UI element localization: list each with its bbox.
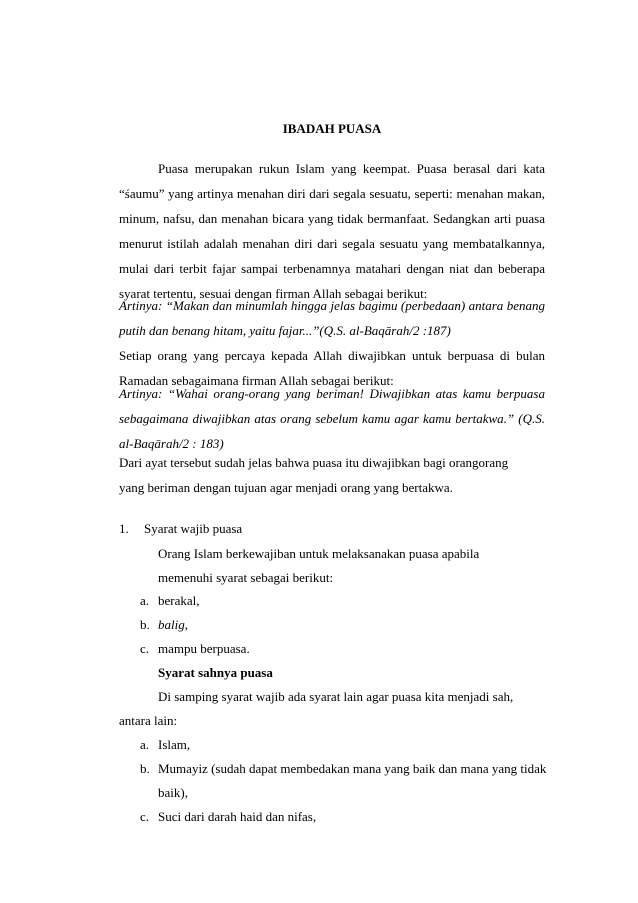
- intro-line-2: [119, 186, 545, 202]
- page-title: IBADAH PUASA: [282, 121, 382, 136]
- para2-line-1: Setiap orang yang percaya kepada Allah diwajibkan untuk berpuasa di bulan: [119, 348, 545, 363]
- section1-intro-line-1: Orang Islam berkewajiban untuk melaksanakan puasa apabila: [158, 546, 480, 561]
- section2-item-b-label: b.: [140, 761, 150, 776]
- section1-item-b-suffix: ,: [184, 617, 188, 632]
- quote2-line-3: al-Baqārah/2 : 183): [119, 436, 224, 451]
- intro-line-4: menurut istilah adalah menahan diri dari segala sesuatu yang membatalkannya,: [119, 236, 545, 251]
- section2-item-c-label: c.: [140, 809, 150, 824]
- section2-heading: Syarat sahnya puasa: [158, 665, 273, 680]
- quote1-line-1: Artinya: “Makan dan minumlah hingga jelas bagimu (perbedaan) antara benang: [119, 298, 545, 313]
- section2-item-b-text: Mumayiz (sudah dapat membedakan mana yang baik dan mana yang tidak: [158, 761, 547, 776]
- section1-number: 1.: [119, 521, 129, 536]
- section1-item-a-text: berakal,: [158, 593, 200, 608]
- section2-item-a-text: Islam,: [158, 737, 191, 752]
- quote2-line-2: sebagaimana diwajibkan atas orang sebelum kamu agar kamu bertakwa.” (Q.S.: [119, 411, 545, 426]
- section2-item-a-label: a.: [140, 737, 150, 752]
- quote2-line-1: Artinya: “Wahai orang-orang yang beriman! Diwajibkan atas kamu berpuasa: [119, 386, 545, 401]
- section1-item-a-label: a.: [140, 593, 150, 608]
- intro-line-3: minum, nafsu, dan menahan bicara yang tidak bermanfaat. Sedangkan arti puasa: [119, 211, 545, 226]
- para3-line-2: yang beriman dengan tujuan agar menjadi orang yang bertakwa.: [119, 480, 453, 495]
- section2-item-b-text-2: baik),: [158, 785, 188, 800]
- section1-heading: Syarat wajib puasa: [144, 521, 243, 536]
- section2-intro-line-2: antara lain:: [119, 713, 178, 728]
- para3-line-1: Dari ayat tersebut sudah jelas bahwa puasa itu diwajibkan bagi orangorang: [119, 455, 509, 470]
- section1-item-b-label: b.: [140, 617, 150, 632]
- quote1-line-2: putih dan benang hitam, yaitu fajar...”(Q.S. al-Baqārah/2 :187): [119, 323, 451, 338]
- section1-intro-line-2: memenuhi syarat sebagai berikut:: [158, 570, 334, 585]
- intro-line-6: syarat tertentu, sesuai dengan firman Allah sebagai berikut:: [119, 286, 428, 301]
- section2-intro-line-1: Di samping syarat wajib ada syarat lain agar puasa kita menjadi sah,: [158, 689, 514, 704]
- intro-line-1: Puasa merupakan rukun Islam yang keempat. Puasa berasal dari kata: [158, 161, 545, 176]
- section1-item-b-text: balig: [158, 617, 185, 632]
- section1-item-c-text: mampu berpuasa.: [158, 641, 250, 656]
- para2-line-2: Ramadan sebagaimana firman Allah sebagai berikut:: [119, 373, 394, 388]
- section1-item-c-label: c.: [140, 641, 150, 656]
- section2-item-c-text: Suci dari darah haid dan nifas,: [158, 809, 317, 824]
- section1-item-b: [158, 617, 545, 633]
- intro-line-5: mulai dari terbit fajar sampai terbenamnya matahari dengan niat dan beberapa: [119, 261, 545, 276]
- intro-line-2-text: “śaumu” yang artinya menahan diri dari segala sesuatu, seperti: menahan makan,: [119, 186, 545, 201]
